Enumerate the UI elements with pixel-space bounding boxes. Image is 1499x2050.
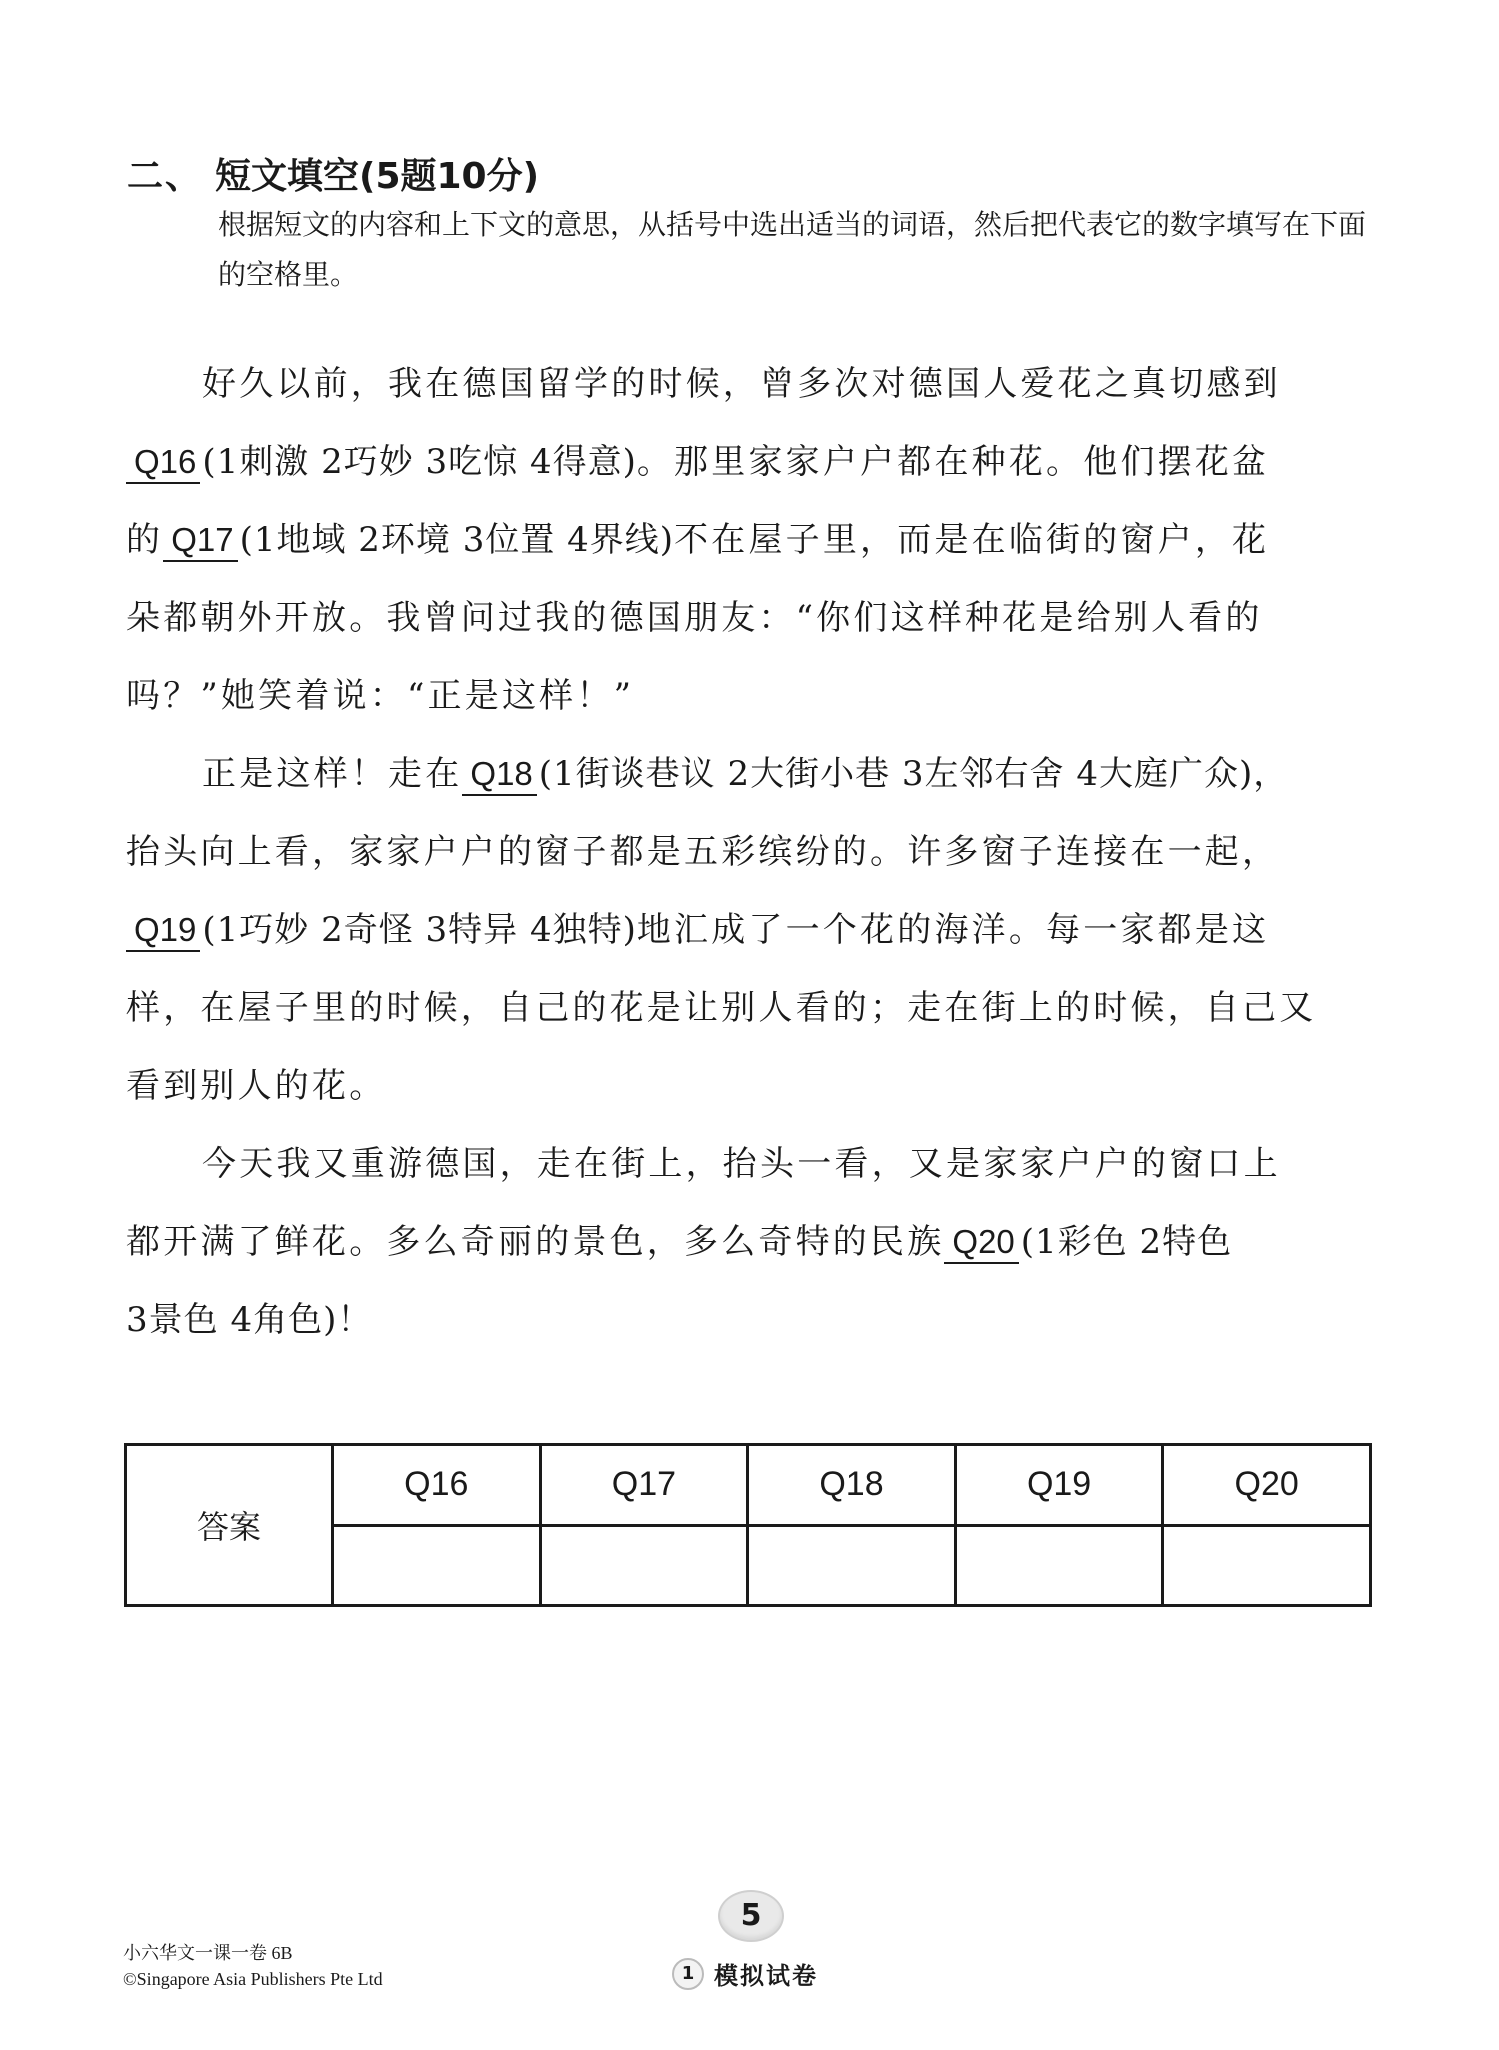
- passage-line: [126, 1125, 1376, 1203]
- answer-cell-q20[interactable]: [1163, 1525, 1371, 1606]
- options-q17: (1地域 2环境 3位置 4界线): [239, 520, 675, 560]
- passage-line: [126, 1203, 1376, 1281]
- answer-header-q16: Q16: [333, 1445, 541, 1526]
- answer-cell-q17[interactable]: [540, 1525, 748, 1606]
- footer-info: [123, 1940, 383, 1992]
- blank-q17[interactable]: Q17: [163, 520, 237, 562]
- answer-cell-q19[interactable]: [955, 1525, 1163, 1606]
- section-instructions: 根据短文的内容和上下文的意思，从括号中选出适当的词语，然后把代表它的数字填写在下面的空格里。: [218, 208, 1367, 291]
- options-q19: (1巧妙 2奇怪 3特异 4独特): [202, 910, 637, 950]
- passage-line: [126, 345, 1376, 423]
- passage-line: [126, 501, 1376, 579]
- book-title: 小六华文一课一卷 6B: [123, 1943, 293, 1963]
- copyright: ©Singapore Asia Publishers Pte Ltd: [123, 1969, 383, 1989]
- passage-line: [126, 891, 1376, 969]
- passage-line: [126, 1047, 1376, 1125]
- passage-text: 今天我又重游德国，走在街上，抬头一看，又是家家户户的窗口上: [202, 1144, 1281, 1184]
- answer-table: [124, 1443, 1372, 1607]
- passage-line: [126, 1281, 1376, 1359]
- answer-header-q18: Q18: [748, 1445, 956, 1526]
- passage-text: 。那里家家户户都在种花。他们摆花盆: [636, 442, 1270, 482]
- passage-text: ，: [1253, 754, 1291, 794]
- passage-text: 正是这样！走在: [202, 754, 463, 794]
- paper-label: [672, 1956, 818, 1991]
- passage-line: [126, 813, 1376, 891]
- answer-header-q19: Q19: [955, 1445, 1163, 1526]
- passage-text: 都开满了鲜花。多么奇丽的景色，多么奇特的民族: [126, 1222, 945, 1262]
- passage: [126, 345, 1376, 1359]
- answer-header-q17: Q17: [540, 1445, 748, 1526]
- section-title: 短文填空(5题10分): [215, 156, 540, 197]
- paper-label-text: 模拟试卷: [714, 1962, 818, 1990]
- blank-q18[interactable]: Q18: [462, 754, 536, 796]
- blank-q20[interactable]: Q20: [944, 1222, 1018, 1264]
- passage-text: 吗？”她笑着说：“正是这样！”: [126, 676, 635, 716]
- passage-text: 的: [126, 520, 164, 560]
- section-number: 二、: [127, 156, 204, 197]
- passage-text: 看到别人的花。: [126, 1066, 387, 1106]
- answer-label: 答案: [126, 1445, 333, 1606]
- page-number-badge: 5: [718, 1890, 784, 1942]
- passage-line: [126, 579, 1376, 657]
- options-q16: (1刺激 2巧妙 3吃惊 4得意): [202, 442, 637, 482]
- blank-q19[interactable]: Q19: [126, 910, 200, 952]
- passage-text: 抬头向上看，家家户户的窗子都是五彩缤纷的。许多窗子连接在一起，: [126, 832, 1280, 872]
- passage-line: [126, 423, 1376, 501]
- passage-line: [126, 969, 1376, 1047]
- passage-text: 好久以前，我在德国留学的时候，曾多次对德国人爱花之真切感到: [202, 364, 1281, 404]
- passage-text: 样，在屋子里的时候，自己的花是让别人看的；走在街上的时候，自己又: [126, 988, 1317, 1028]
- options-q20: (1彩色 2特色: [1020, 1222, 1233, 1262]
- passage-line: [126, 735, 1376, 813]
- passage-text: 朵都朝外开放。我曾问过我的德国朋友：“你们这样种花是给别人看的: [126, 598, 1263, 638]
- passage-text: 地汇成了一个花的海洋。每一家都是这: [636, 910, 1270, 950]
- answer-cell-q18[interactable]: [748, 1525, 956, 1606]
- passage-text: 不在屋子里，而是在临街的窗户，花: [674, 520, 1270, 560]
- answer-cell-q16[interactable]: [333, 1525, 541, 1606]
- options-q18: (1街谈巷议 2大街小巷 3左邻右舍 4大庭广众): [538, 754, 1254, 794]
- answer-header-q20: Q20: [1163, 1445, 1371, 1526]
- passage-line: [126, 657, 1376, 735]
- options-q20-continued: 3景色 4角色)！: [126, 1300, 373, 1340]
- blank-q16[interactable]: Q16: [126, 442, 200, 484]
- paper-number-circle-icon: 1: [672, 1958, 704, 1990]
